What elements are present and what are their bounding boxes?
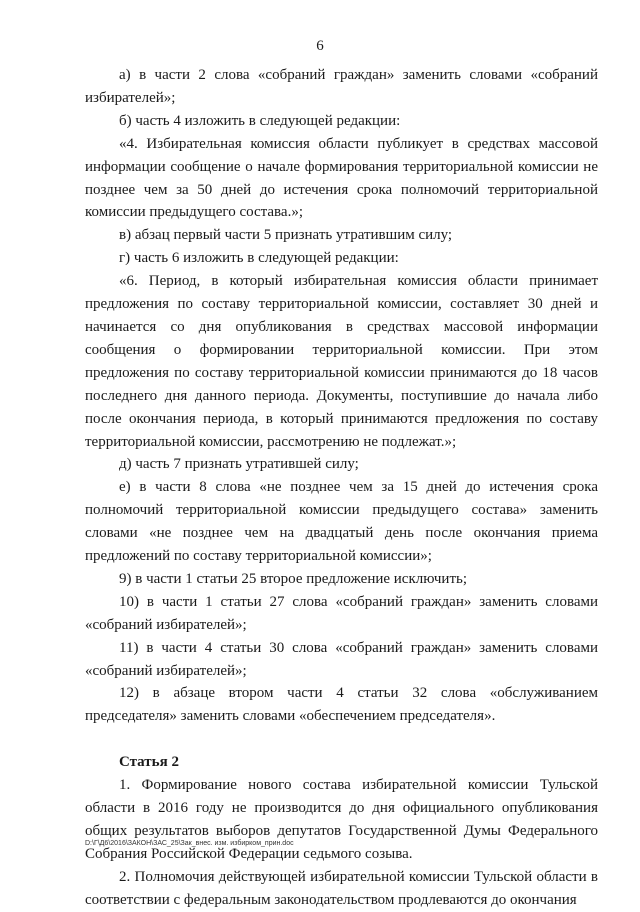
footer-file-path: D:\Г\Д6\2016\ЗАКОН\ЗАС_25\Зак_внес. изм. избирком_прин.doc (85, 840, 294, 847)
paragraph: б) часть 4 изложить в следующей редакции: (119, 112, 401, 129)
article-paragraph: 1. Формирование нового состава избирательной комиссии Тульской области в 2016 году не производится до дня официального опубликования общих результатов выборов депутатов Государственной Думы Федерального Собрания Российской Федерации седьмого созыва. (85, 777, 598, 862)
paragraph: а) в части 2 слова «собраний граждан» заменить словами «собраний избирателей»; (85, 67, 598, 106)
paragraph: 11) в части 4 статьи 30 слова «собраний граждан» заменить словами «собраний избирателей»; (85, 639, 598, 679)
document-body (85, 64, 598, 912)
paragraph: 10) в части 1 статьи 27 слова «собраний граждан» заменить словами «собраний избирателей»; (85, 593, 598, 633)
paragraph: в) абзац первый части 5 признать утратившим силу; (119, 227, 453, 244)
paragraph: «6. Период, в который избирательная комиссия области принимает предложения по составу территориальной комиссии, составляет 30 дней и начинается со дня опубликования в средствах массовой информации сообщения о формировании территориальной комиссии. При этом предложения по составу территориальной комиссии принимаются до 18 часов последнего дня данного периода. Документы, поступившие до начала либо после окончания периода, в который принимаются предложения по составу территориальной комиссии, рассмотрению не подлежат.»; (85, 273, 598, 450)
paragraph: «4. Избирательная комиссия области публикует в средствах массовой информации сообщение о начале формирования территориальной комиссии не позднее чем за 50 дней до истечения срока полномочий территориальной комиссии предыдущего состава.»; (85, 135, 598, 221)
paragraph: г) часть 6 изложить в следующей редакции: (119, 250, 399, 267)
paragraph: 12) в абзаце втором части 4 статьи 32 слова «обслуживанием председателя» заменить словами «обеспечением председателя». (85, 685, 598, 725)
article-paragraph: 2. Полномочия действующей избирательной комиссии Тульской области в соответствии с федеральным законодательством продлеваются до окончания (85, 868, 598, 908)
paragraph: е) в части 8 слова «не позднее чем за 15 дней до истечения срока полномочий территориальной комиссии предыдущего состава» заменить словами «не позднее чем на двадцатый день после окончания приема предложений по составу территориальной комиссии»; (85, 479, 598, 565)
page-number: 6 (316, 38, 324, 54)
paragraph: 9) в части 1 статьи 25 второе предложение исключить; (119, 570, 468, 587)
paragraph: д) часть 7 признать утратившей силу; (119, 456, 359, 473)
article-heading: Статья 2 (119, 754, 179, 771)
